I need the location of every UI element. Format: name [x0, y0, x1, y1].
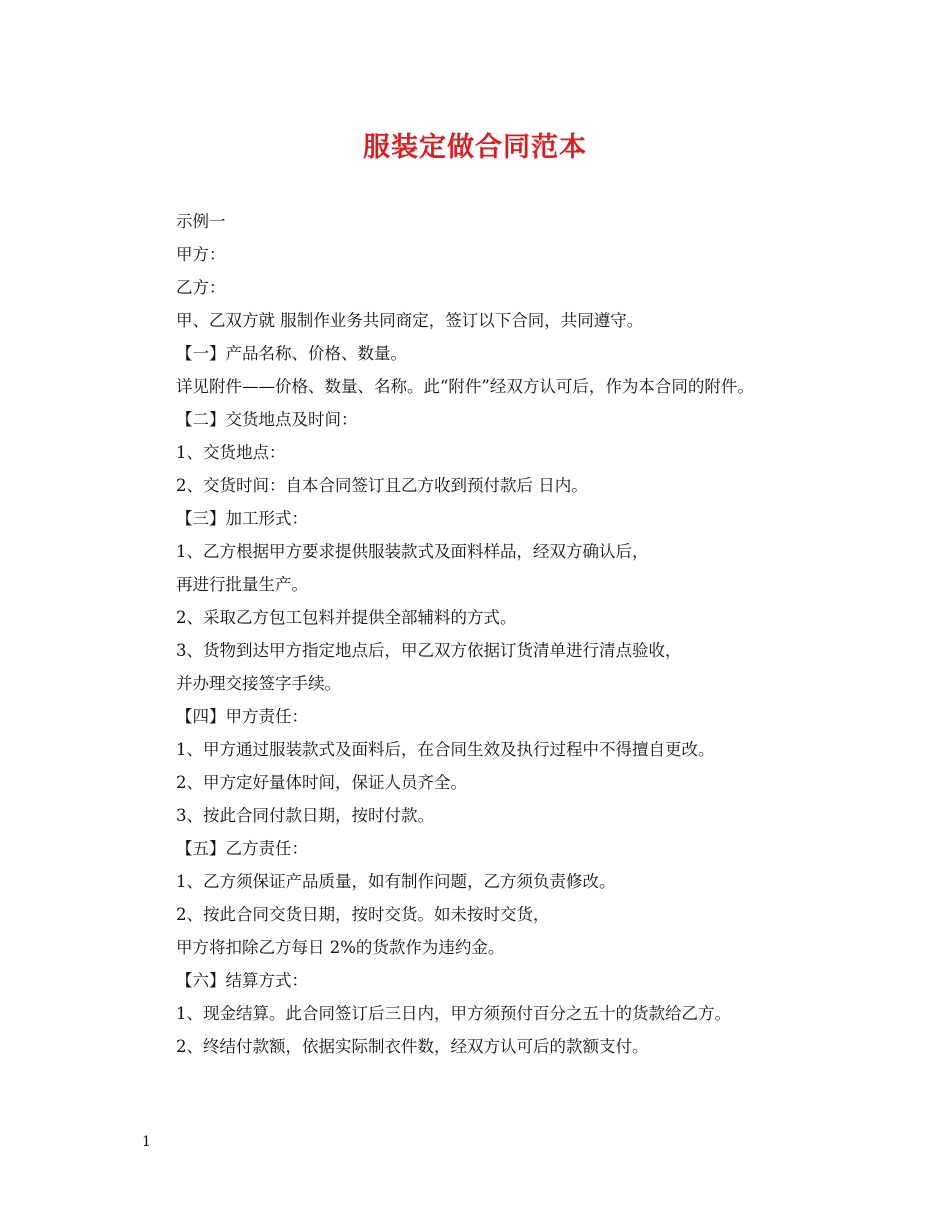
- section-heading: 【六】结算方式：: [176, 971, 308, 990]
- section-heading: 【一】产品名称、价格、数量。: [176, 344, 407, 363]
- list-item: 1、乙方须保证产品质量，如有制作问题，乙方须负责修改。: [176, 872, 616, 891]
- list-item: 1、交货地点：: [176, 443, 286, 462]
- list-item: 1、乙方根据甲方要求提供服装款式及面料样品，经双方确认后，: [176, 542, 649, 561]
- document-body: [142, 205, 812, 1063]
- paragraph: 详见附件——价格、数量、名称。此“附件”经双方认可后，作为本合同的附件。: [176, 377, 754, 396]
- list-item: 1、甲方通过服装款式及面料后，在合同生效及执行过程中不得擅自更改。: [176, 740, 715, 759]
- list-item: 2、采取乙方包工包料并提供全部辅料的方式。: [176, 608, 517, 627]
- section-heading: 【五】乙方责任：: [176, 839, 308, 858]
- paragraph: 示例一: [176, 212, 226, 231]
- paragraph: 乙方：: [176, 278, 226, 297]
- list-item: 2、按此合同交货日期，按时交货。如未按时交货，: [176, 905, 550, 924]
- section-heading: 【四】甲方责任：: [176, 707, 308, 726]
- list-item: 2、甲方定好量体时间，保证人员齐全。: [176, 773, 467, 792]
- paragraph-continuation: 并办理交接签字手续。: [176, 674, 341, 693]
- list-item: 1、现金结算。此合同签订后三日内，甲方须预付百分之五十的货款给乙方。: [176, 1004, 731, 1023]
- paragraph: 甲方：: [176, 245, 226, 264]
- list-item: 3、按此合同付款日期，按时付款。: [176, 806, 434, 825]
- paragraph-continuation: 甲方将扣除乙方每日 2%的货款作为违约金。: [176, 938, 505, 957]
- list-item: 2、交货时间：自本合同签订且乙方收到预付款后 日内。: [176, 476, 588, 495]
- paragraph: 甲、乙双方就 服制作业务共同商定，签订以下合同，共同遵守。: [176, 311, 644, 330]
- document-title: 服装定做合同范本: [363, 132, 587, 163]
- section-heading: 【三】加工形式：: [176, 509, 308, 528]
- list-item: 3、货物到达甲方指定地点后，甲乙双方依据订货清单进行清点验收，: [176, 641, 682, 660]
- page-number: 1: [142, 1134, 151, 1150]
- section-heading: 【二】交货地点及时间：: [176, 410, 358, 429]
- paragraph-continuation: 再进行批量生产。: [176, 575, 308, 594]
- list-item: 2、终结付款额，依据实际制衣件数，经双方认可后的款额支付。: [176, 1037, 649, 1056]
